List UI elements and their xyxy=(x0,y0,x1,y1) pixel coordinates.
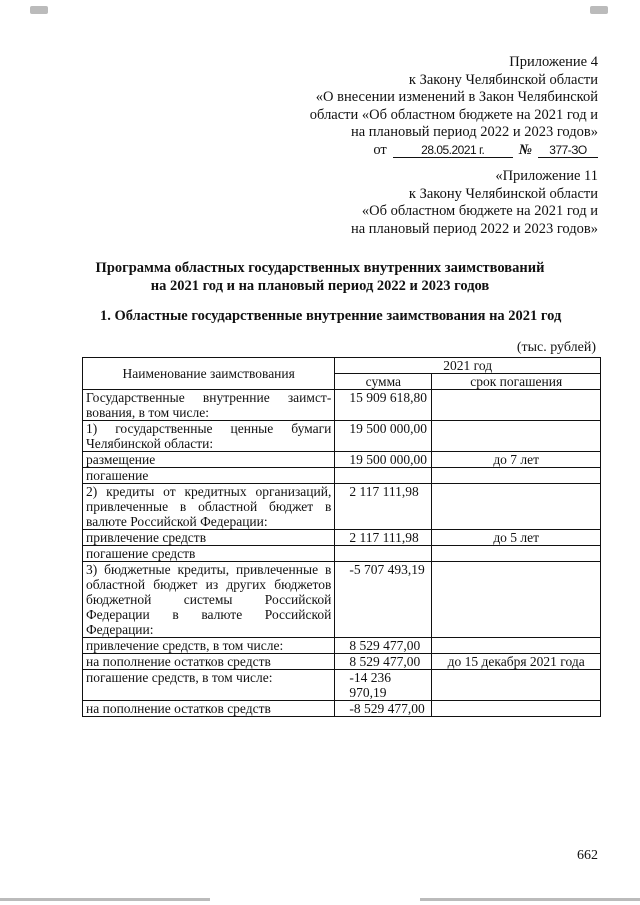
borrowing-table xyxy=(82,357,601,717)
header-term: срок погашения xyxy=(432,374,601,390)
annex-line: «О внесении изменений в Закон Челябинской xyxy=(315,89,598,105)
cell-name: погашение xyxy=(83,468,335,484)
program-title xyxy=(60,260,580,295)
cell-amount: 15 909 618,80 xyxy=(335,390,432,421)
header-amount: сумма xyxy=(335,374,432,390)
cell-term xyxy=(432,390,601,421)
cell-term xyxy=(432,468,601,484)
cell-name: 3) бюджетные кредиты, привлеченные в областной бюджет из других бюджетов бюджетной системы Российской Федерации в валюте Российской Федерации: xyxy=(83,562,335,638)
cell-term xyxy=(432,421,601,452)
table-row xyxy=(83,638,601,654)
scan-edge-mark-left xyxy=(30,6,48,14)
cell-term: до 5 лет xyxy=(432,530,601,546)
scan-edge-bottom xyxy=(420,898,640,901)
cell-amount: -14 236 970,19 xyxy=(335,670,432,701)
table-row xyxy=(83,468,601,484)
table-row xyxy=(83,390,601,421)
header-year: 2021 год xyxy=(335,358,601,374)
inner-annex-line: на плановый период 2022 и 2023 годов» xyxy=(350,220,598,237)
cell-term xyxy=(432,546,601,562)
cell-term xyxy=(432,484,601,530)
cell-term xyxy=(432,638,601,654)
table-row xyxy=(83,421,601,452)
cell-name: на пополнение остатков средств xyxy=(83,701,335,717)
cell-name: на пополнение остатков средств xyxy=(83,654,335,670)
cell-term: до 7 лет xyxy=(432,452,601,468)
scan-edge-bottom xyxy=(0,898,210,901)
cell-amount: 8 529 477,00 xyxy=(335,638,432,654)
cell-amount: 2 117 111,98 xyxy=(335,484,432,530)
cell-amount: 19 500 000,00 xyxy=(335,452,432,468)
from-label: от xyxy=(373,141,387,158)
cell-amount: 8 529 477,00 xyxy=(335,654,432,670)
annex-line: на плановый период 2022 и 2023 годов» xyxy=(350,124,598,140)
cell-name: размещение xyxy=(83,452,335,468)
law-date: 28.05.2021 г. xyxy=(393,144,513,158)
table-row xyxy=(83,701,601,717)
header-name: Наименование заимствования xyxy=(83,358,335,390)
units-label: (тыс. рублей) xyxy=(516,340,596,355)
table-row xyxy=(83,546,601,562)
scan-edge-mark-right xyxy=(590,6,608,14)
cell-amount xyxy=(335,468,432,484)
inner-annex-header xyxy=(351,168,598,238)
annex-line: Приложение 4 xyxy=(509,54,598,70)
cell-term xyxy=(432,562,601,638)
cell-name: привлечение средств, в том числе: xyxy=(83,638,335,654)
cell-amount: -5 707 493,19 xyxy=(335,562,432,638)
law-date-number-line xyxy=(310,142,598,160)
table-row xyxy=(83,670,601,701)
table-row xyxy=(83,562,601,638)
number-label: № xyxy=(518,141,532,158)
table-body xyxy=(83,390,601,717)
program-title-line: на 2021 год и на плановый период 2022 и 2023 годов xyxy=(150,277,490,294)
cell-term xyxy=(432,701,601,717)
table-row xyxy=(83,452,601,468)
cell-amount: 2 117 111,98 xyxy=(335,530,432,546)
annex-line: области «Об областном бюджете на 2021 год и xyxy=(309,106,598,123)
cell-name: Государственные внутренние заимст-вования, в том числе: xyxy=(83,390,335,421)
table-row xyxy=(83,654,601,670)
page-number: 662 xyxy=(577,848,598,863)
cell-name: 2) кредиты от кредитных организаций, привлеченные в областной бюджет в валюте Российской Федерации: xyxy=(83,484,335,530)
cell-term: до 15 декабря 2021 года xyxy=(432,654,601,670)
inner-annex-line: «Приложение 11 xyxy=(495,168,598,184)
cell-name: погашение средств xyxy=(83,546,335,562)
cell-term xyxy=(432,670,601,701)
program-title-line: Программа областных государственных внутренних заимствований xyxy=(95,260,545,276)
annex-line: к Закону Челябинской области xyxy=(408,71,598,88)
table-row xyxy=(83,484,601,530)
cell-name: привлечение средств xyxy=(83,530,335,546)
cell-amount: 19 500 000,00 xyxy=(335,421,432,452)
law-number: 377-ЗО xyxy=(538,144,598,158)
table-header-row xyxy=(83,358,601,374)
annex-header xyxy=(310,54,598,159)
inner-annex-line: «Об областном бюджете на 2021 год и xyxy=(361,203,598,219)
cell-name: 1) государственные ценные бумаги Челябинской области: xyxy=(83,421,335,452)
cell-amount xyxy=(335,546,432,562)
cell-name: погашение средств, в том числе: xyxy=(83,670,335,701)
section-title: 1. Областные государственные внутренние заимствования на 2021 год xyxy=(100,308,562,324)
inner-annex-line: к Закону Челябинской области xyxy=(408,185,598,202)
table-row xyxy=(83,530,601,546)
cell-amount: -8 529 477,00 xyxy=(335,701,432,717)
